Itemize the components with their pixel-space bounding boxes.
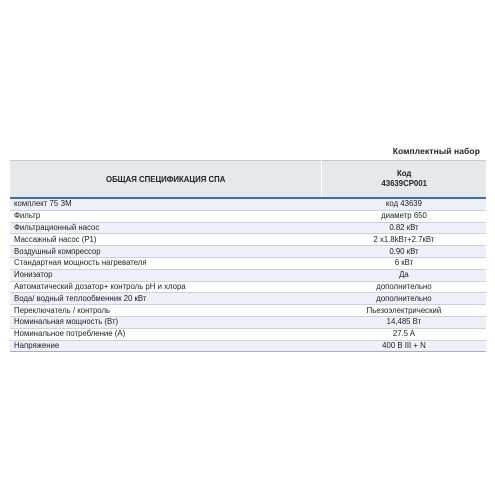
code-title: Код — [397, 169, 412, 178]
param-cell: Переключатель / контроль — [10, 305, 322, 317]
value-cell: диаметр 650 — [322, 210, 486, 222]
value-cell: 0.82 кВт — [322, 222, 486, 234]
code-header — [322, 161, 486, 199]
table-row — [10, 234, 486, 246]
kit-label: Комплектный набор — [392, 146, 480, 156]
table-row — [10, 293, 486, 305]
table-row — [10, 222, 486, 234]
value-cell: дополнительно — [322, 293, 486, 305]
table-row — [10, 328, 486, 340]
value-cell: 0.90 кВт — [322, 246, 486, 258]
value-cell: дополнительно — [322, 281, 486, 293]
param-cell: комплект 75 ЗМ — [10, 198, 322, 210]
param-cell: Фильтрационный насос — [10, 222, 322, 234]
spec-table-body — [10, 198, 486, 352]
param-cell: Воздушный компрессор — [10, 246, 322, 258]
param-cell: Ионизатор — [10, 269, 322, 281]
value-cell: Да — [322, 269, 486, 281]
code-value: 43639CP001 — [381, 179, 427, 188]
table-row — [10, 316, 486, 328]
param-cell: Фильтр — [10, 210, 322, 222]
value-cell: код 43639 — [322, 198, 486, 210]
table-row — [10, 246, 486, 258]
value-cell: Пьезоэлектрический — [322, 305, 486, 317]
spec-title-header: ОБЩАЯ СПЕЦИФИКАЦИЯ СПА — [10, 161, 322, 199]
param-cell: Автоматический дозатор+ контроль pH и хлора — [10, 281, 322, 293]
table-row — [10, 198, 486, 210]
spec-table-header — [10, 161, 486, 199]
param-cell: Номинальная мощность (Вт) — [10, 316, 322, 328]
param-cell: Стандартная мощность нагревателя — [10, 257, 322, 269]
table-row — [10, 281, 486, 293]
param-cell: Вода/ водный теплообменник 20 кВт — [10, 293, 322, 305]
table-row — [10, 269, 486, 281]
table-row — [10, 340, 486, 352]
table-row — [10, 210, 486, 222]
param-cell: Номинальное потребление (А) — [10, 328, 322, 340]
table-row — [10, 257, 486, 269]
value-cell: 2 x1.8kВт+2.7кВт — [322, 234, 486, 246]
table-row — [10, 305, 486, 317]
value-cell: 6 кВт — [322, 257, 486, 269]
param-cell: Массажный насос (P1) — [10, 234, 322, 246]
value-cell: 27.5 A — [322, 328, 486, 340]
value-cell: 400 В III + N — [322, 340, 486, 352]
header-row — [10, 161, 486, 199]
param-cell: Напряжение — [10, 340, 322, 352]
spec-table — [10, 160, 486, 352]
value-cell: 14,485 Вт — [322, 316, 486, 328]
